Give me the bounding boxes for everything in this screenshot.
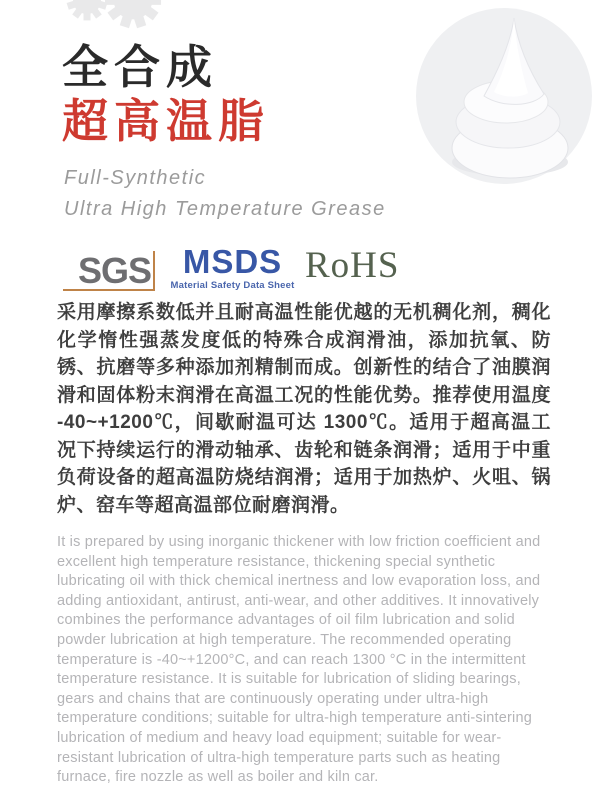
title-chinese-line1: 全合成 xyxy=(62,41,218,93)
gear-icon xyxy=(104,0,162,31)
rohs-logo: RoHS xyxy=(305,245,400,286)
description-chinese: 采用摩擦系数低并且耐高温性能优越的无机稠化剂，稠化化学惰性强蒸发度低的特殊合成润滑油，添加抗氧、防锈、抗磨等多种添加剂精制而成。创新性的结合了油膜润滑和固体粉末润滑在高温工况的性能优势。推荐使用温度 -40~+1200℃，间歇耐温可达 1300℃。适用于超高温工况下持续运行的滑动轴承、齿轮和链条润滑；适用于中重负荷设备的超高温防烧结润滑；适用于加热炉、火咀、锅炉、窑车等超高温部位耐磨润滑。 xyxy=(57,302,551,516)
subtitle-line1: Full-Synthetic xyxy=(64,167,207,189)
certification-logos xyxy=(63,243,543,295)
msds-logo xyxy=(170,245,295,291)
title-chinese-line2: 超高温脂 xyxy=(62,95,270,147)
msds-logo-text: MSDS xyxy=(182,243,283,280)
sgs-logo xyxy=(63,243,155,291)
gear-icons xyxy=(66,0,186,34)
gear-icon xyxy=(66,0,108,24)
description-english: It is prepared by using inorganic thickener with low friction coefficient and excellent high temperature resistance, thickening special synthetic lubricating oil with thick chemical inertness and low evaporation loss, and adding antioxidant, antirust, anti-wear, and other additives. It innovatively combines the performance advantages of oil film lubrication and solid powder lubrication at high temperature. The recommended operating temperature is -40~+1200°C, and can reach 1300 °C in the intermittent temperature resistance. It is suitable for lubrication of sliding bearings, gears and chains that are continuously operating under ultra-high temperature conditions; suitable for ultra-high temperature anti-sintering lubrication of medium and heavy load equipment; suitable for wear-resistant lubrication of ultra-high temperature parts such as heating furnace, fire nozzle as well as boiler and kiln car. xyxy=(57,534,541,786)
subtitle-english xyxy=(64,163,386,225)
subtitle-line2: Ultra High Temperature Grease xyxy=(64,198,386,220)
msds-logo-subtitle: Material Safety Data Sheet xyxy=(170,280,295,291)
sgs-logo-text: SGS xyxy=(77,250,151,291)
grease-swirl-image xyxy=(438,12,578,182)
sgs-logo-line xyxy=(153,251,155,289)
